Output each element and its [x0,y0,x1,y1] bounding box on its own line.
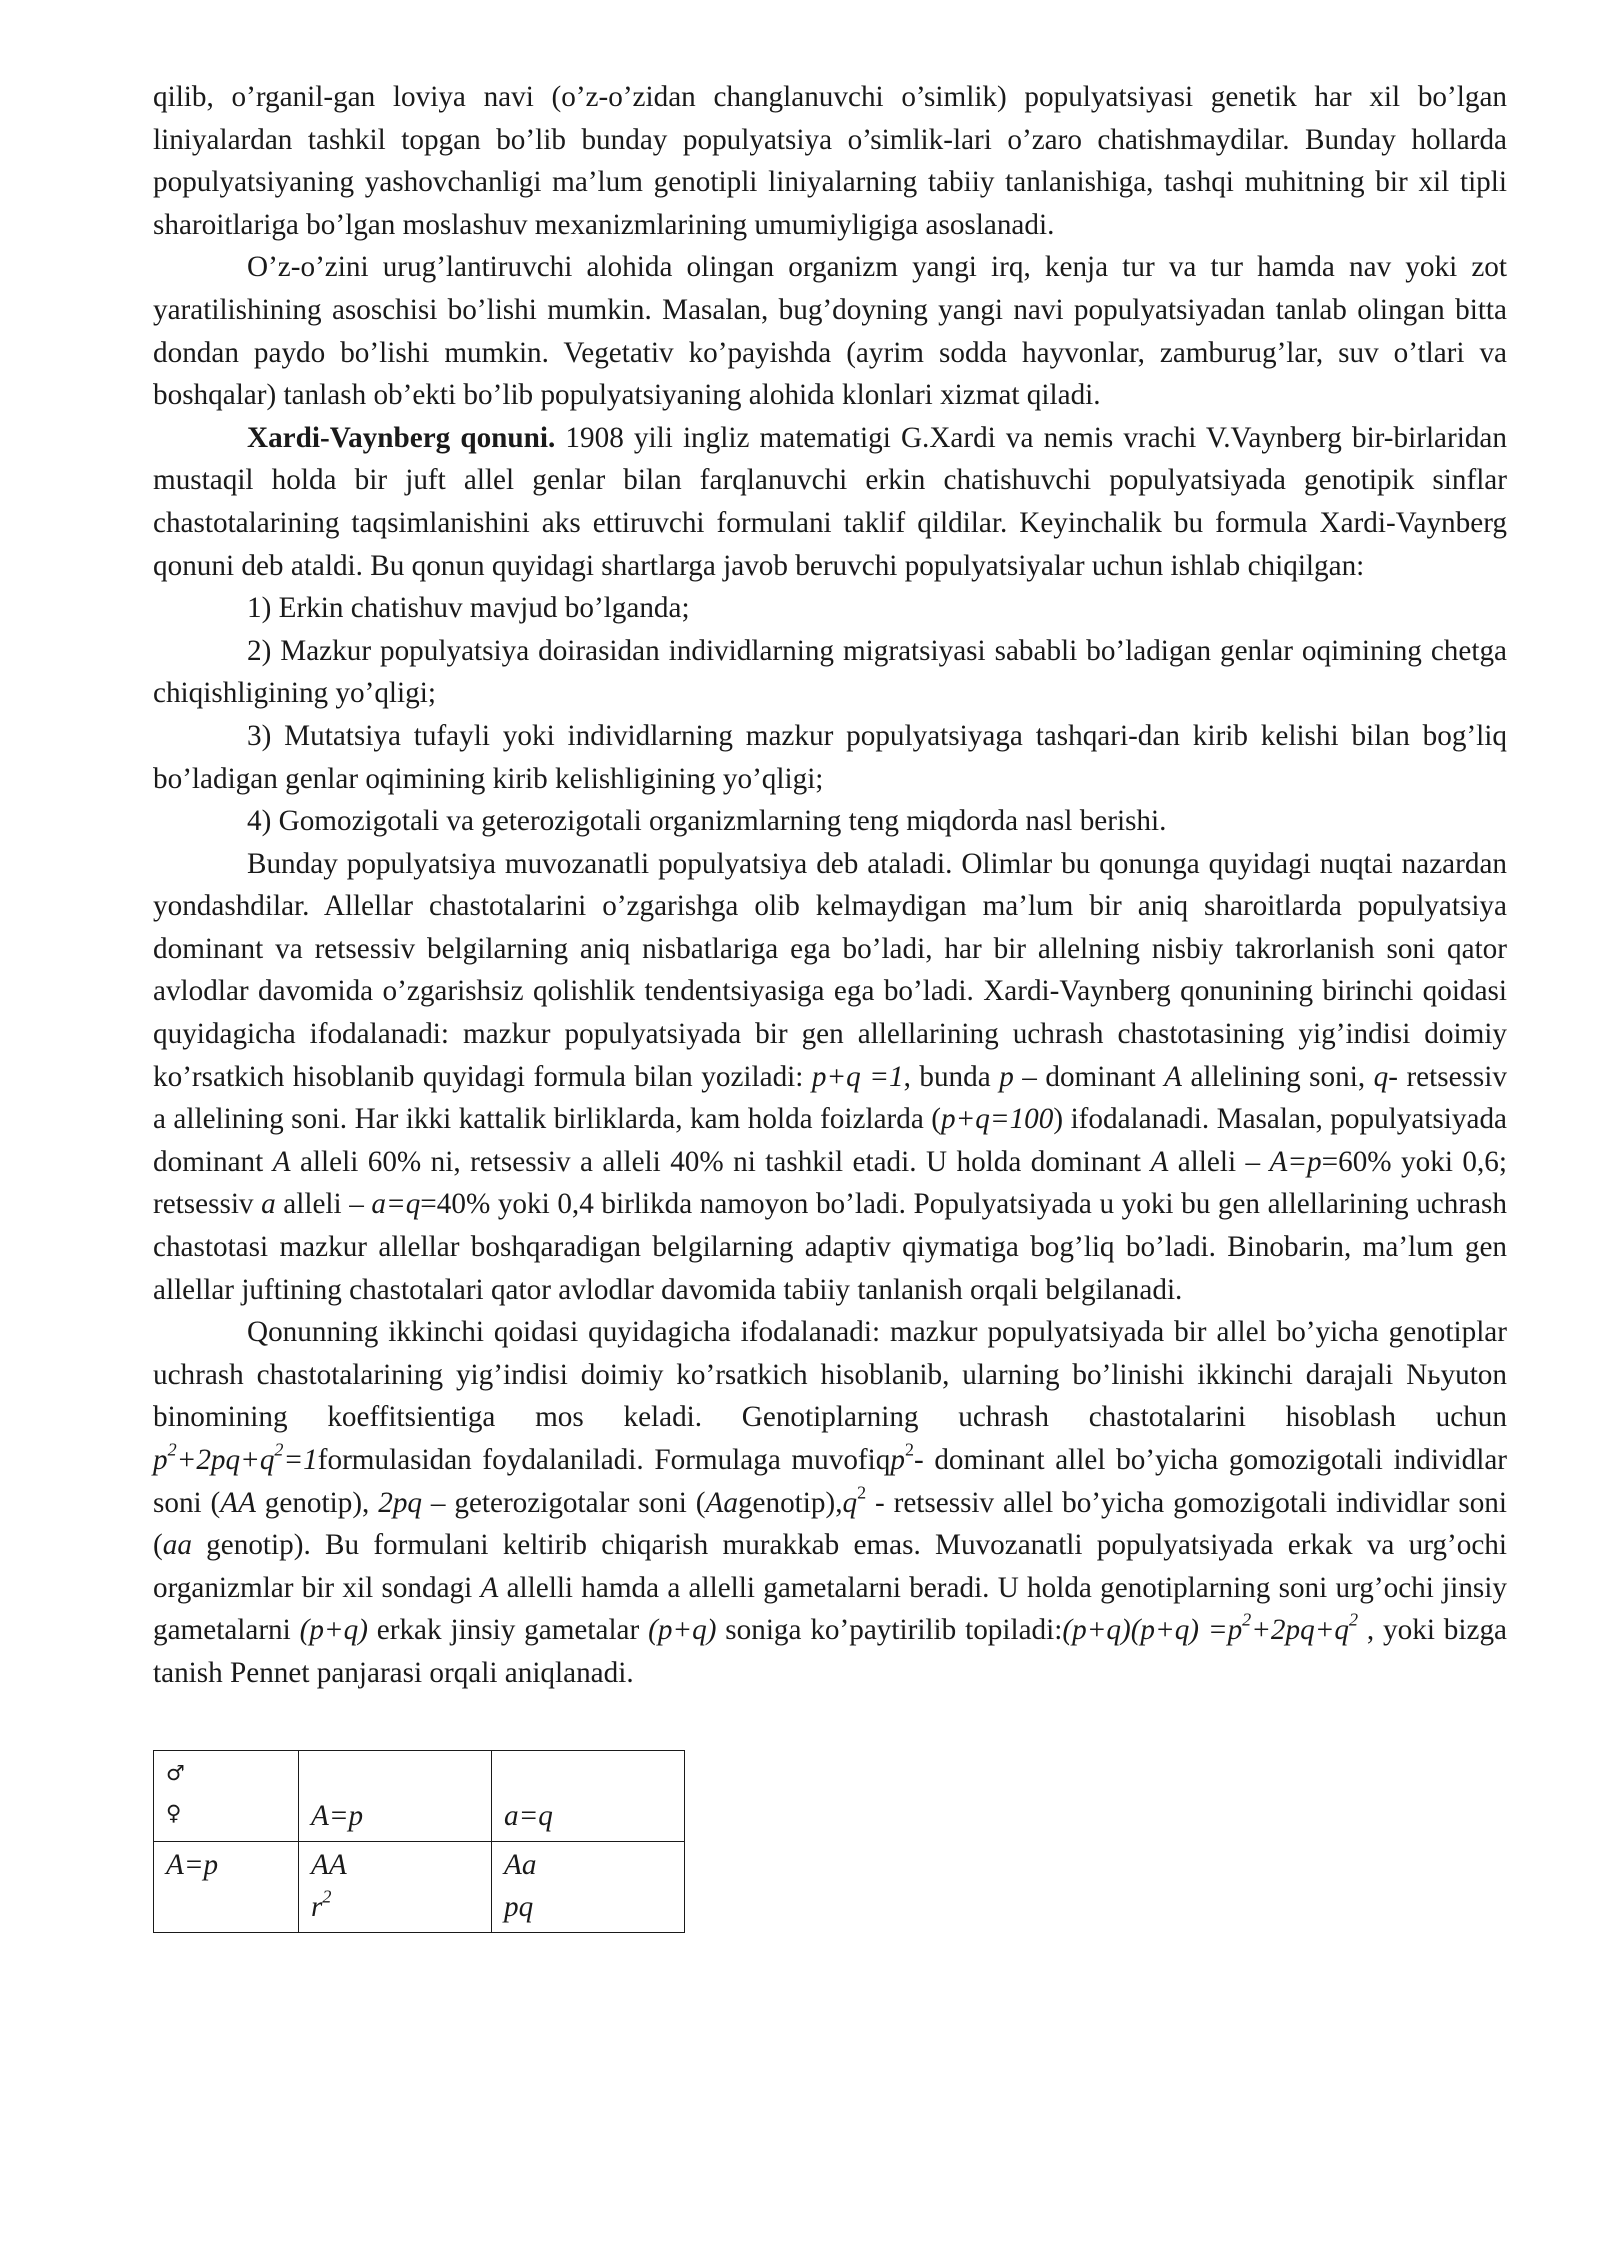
text-run: soniga ko’paytirilib topiladi: [716,1614,1063,1647]
formula: p+q=100 [941,1103,1054,1136]
column-header-label: a=q [504,1799,553,1832]
column-header [299,1750,492,1841]
formula: p [999,1060,1014,1093]
text-run: alleli 60% ni, retsessiv a alleli 40% ni tashkil etadi. U holda dominant [290,1145,1151,1178]
female-symbol-icon: ♀ [166,1800,182,1825]
formula: A [1164,1060,1182,1093]
frequency: pq [504,1890,534,1923]
formula: A [480,1571,499,1604]
text-run: retsessiv a allelining soni. Har ikki kattalik birliklarda, kam holda foizlarda ( [153,1060,1507,1136]
formula: (p+q) [648,1614,717,1647]
text-run: Qonunning ikkinchi qoidasi quyidagicha ifodalanadi: mazkur populyatsiyada bir allel bo’yicha genotiplar uchrash chastotalarining yig’indisi doimiy ko’rsatkich hisoblanib, ularning bo’linishi ikkinchi darajali Nьyuton binomining koeffitsientiga mos keladi. Genotiplarning uchrash chastotalarini hisoblash uchun [153,1316,1507,1434]
exponent: 2 [857,1482,867,1503]
text-run: =40% yoki 0,4 birlikda namoyon bo’ladi. Populyatsiyada u yoki bu gen allellarining uchrash chastotasi mazkur allellar boshqaradigan belgilarning adaptiv qiymatiga bog’liq bo’ladi. Binobarin, ma’lum gen allellar juftining chastotalari qator avlodlar davomida tabiiy tanlanish orqali belgilanadi. [153,1188,1507,1306]
exponent: 2 [904,1439,914,1460]
exponent: 2 [1349,1609,1359,1630]
column-header [492,1750,685,1841]
paragraph-second-rule [153,1311,1507,1694]
formula: A [1150,1145,1169,1178]
exponent: 2 [274,1439,284,1460]
formula: a [261,1188,276,1221]
formula: Aa [705,1486,738,1519]
condition-item: 4) Gomozigotali va geterozigotali organizmlarning teng miqdorda nasl berishi. [247,805,1167,838]
text-run: – geterozigotalar soni ( [422,1486,706,1519]
text-run: allelining soni, [1181,1060,1374,1093]
formula: a=q [371,1188,421,1221]
formula-part: =1 [283,1444,318,1476]
frequency [311,1886,481,1928]
text-run: , bunda [903,1060,1000,1093]
text-run: , yoki bizga tanish Pennet panjarasi orqali aniqlanadi. [153,1614,1507,1689]
table-row [154,1841,685,1932]
formula [1062,1609,1359,1647]
row-header [154,1841,299,1932]
formula: p+q =1 [811,1060,904,1093]
text-run: genotip), [255,1486,379,1519]
formula: q [842,1486,858,1519]
formula [153,1439,318,1476]
formula: q- [1373,1060,1398,1093]
exponent: 2 [167,1439,177,1460]
condition-item: 3) Mutatsiya tufayli yoki individlarning mazkur populyatsiyaga tashqari-dan kirib kelishi bilan bog’liq bo’ladigan genlar oqimining kirib kelishligining yo’qligi; [153,719,1507,795]
text-run: alleli – [1168,1145,1270,1178]
section-heading: Xardi-Vaynberg qonuni. [247,421,556,454]
text-run: - dominant allel bo’yicha gomozigotali individlar soni ( [153,1444,1508,1519]
text-run: =60% yoki 0,6; retsessiv [153,1145,1507,1221]
text-run: - retsessiv allel bo’yicha gomozigotali individlar soni ( [153,1486,1507,1562]
condition-item: 1) Erkin chatishuv mavjud bo’lganda; [247,592,690,625]
row-header-label: A=p [166,1848,219,1881]
text-run: allelli hamda a allelli gametalarni beradi. U holda genotiplarning soni urg’ochi jinsiy gametalarni [153,1571,1507,1647]
genotype: Aa [504,1848,537,1881]
exponent: 2 [322,1886,332,1906]
text-run: genotip), [737,1486,843,1519]
text-run: genotip). Bu formulani keltirib chiqarish murakkab emas. Muvozanatli populyatsiyada erkak va urg’ochi organizmlar bir xil sondagi [153,1529,1507,1604]
formula: AA [220,1486,256,1519]
paragraph-hardy-weinberg [153,417,1507,587]
corner-cell [154,1750,299,1841]
formula-part: p [153,1444,168,1476]
paragraph-first-rule [153,843,1507,1312]
genotype: AA [311,1848,347,1881]
text-run: formulasidan foydalaniladi. Formulaga muvofiq [317,1444,891,1476]
formula: (p+q) [299,1614,368,1647]
formula-part: +2pq+q [1251,1614,1349,1647]
paragraph-text: 1908 yili ingliz matematigi G.Xardi va nemis vrachi V.Vaynberg bir-birlaridan mustaqil holda bir juft allel genlar bilan farqlanuvchi erkin chatishuvchi populyatsiyada genotipik sinflar chastotalarining taqsimlanishini aks ettiruvchi formulani taklif qildilar. Keyinchalik bu formula Xardi-Vaynberg qonuni deb ataldi. Bu qonun quyidagi shartlarga javob beruvchi populyatsiyalar uchun ishlab chiqilgan: [153,421,1507,582]
text-run: alleli – [275,1188,372,1221]
formula: 2pq [378,1486,423,1519]
text-run: Bunday populyatsiya muvozanatli populyatsiya deb ataladi. Olimlar bu qonunga quyidagi nuqtai nazardan yondashdilar. Allellar chastotalarini o’zgarishga olib kelmaydigan ma’lum bir aniq sharoitlarda populyatsiya dominant va retsessiv belgilarning aniq nisbatlariga ega bo’ladi, har bir allelning nisbiy takrorlanish soni qator avlodlar davomida o’zgarishsiz qolishlik tendentsiyasiga ega bo’ladi. Xardi-Vaynberg qonunining birinchi qoidasi quyidagicha ifodalanadi: mazkur populyatsiyada bir gen allellarining uchrash chastotasining yig’indisi doimiy ko’rsatkich hisoblanib quyidagi formula bilan yoziladi: [153,847,1507,1093]
text-run: erkak jinsiy gametalar [367,1614,649,1647]
formula: A [272,1145,291,1178]
table-cell [299,1841,492,1932]
document-page [153,76,1507,1933]
condition-item: 2) Mazkur populyatsiya doirasidan individlarning migratsiyasi sababli bo’ladigan genlar oqimining chetga chiqishligining yo’qligi; [153,634,1507,710]
punnett-table [153,1750,685,1933]
formula: aa [162,1529,192,1562]
text-run: ) ifodalanadi. Masalan, populyatsiyada dominant [153,1103,1507,1178]
exponent: 2 [1242,1609,1252,1630]
male-symbol-icon: ♂ [166,1760,185,1785]
table-cell [492,1841,685,1932]
paragraph: O’z-o’zini urug’lantiruvchi alohida olingan organizm yangi irq, kenja tur va tur hamda nav yoki zot yaratilishining asoschisi bo’lishi mumkin. Masalan, bug’doyning yangi navi populyatsiyadan tanlab olingan bitta dondan paydo bo’lishi mumkin. Vegetativ ko’payishda (ayrim sodda hayvonlar, zamburug’lar, suv o’tlari va boshqalar) tanlash ob’ekti bo’lib populyatsiyaning alohida klonlari xizmat qiladi. [153,251,1507,412]
column-header-label: A=p [311,1799,364,1832]
formula: A=p [1269,1145,1322,1178]
table-header-row [154,1750,685,1841]
paragraph: qilib, o’rganil-gan loviya navi (o’z-o’zidan changlanuvchi o’simlik) populyatsiyasi genetik har xil bo’lgan liniyalardan tashkil topgan bo’lib bunday populyatsiya o’simlik-lari o’zaro chatishmaydilar. Bunday hollarda populyatsiyaning yashovchanligi ma’lum genotipli liniyalarning tabiiy tanlanishiga, tashqi muhitning bir xil tipli sharoitlariga bo’lgan moslashuv mexanizmlarining umumiyligiga asoslanadi. [153,81,1507,241]
formula-part: (p+q)(p+q) =p [1062,1614,1243,1647]
text-run: – dominant [1013,1060,1165,1093]
punnett-square [153,1750,1507,1933]
formula: p [890,1444,905,1476]
frequency-base: r [311,1890,323,1923]
formula-part: +2pq+q [176,1444,275,1476]
